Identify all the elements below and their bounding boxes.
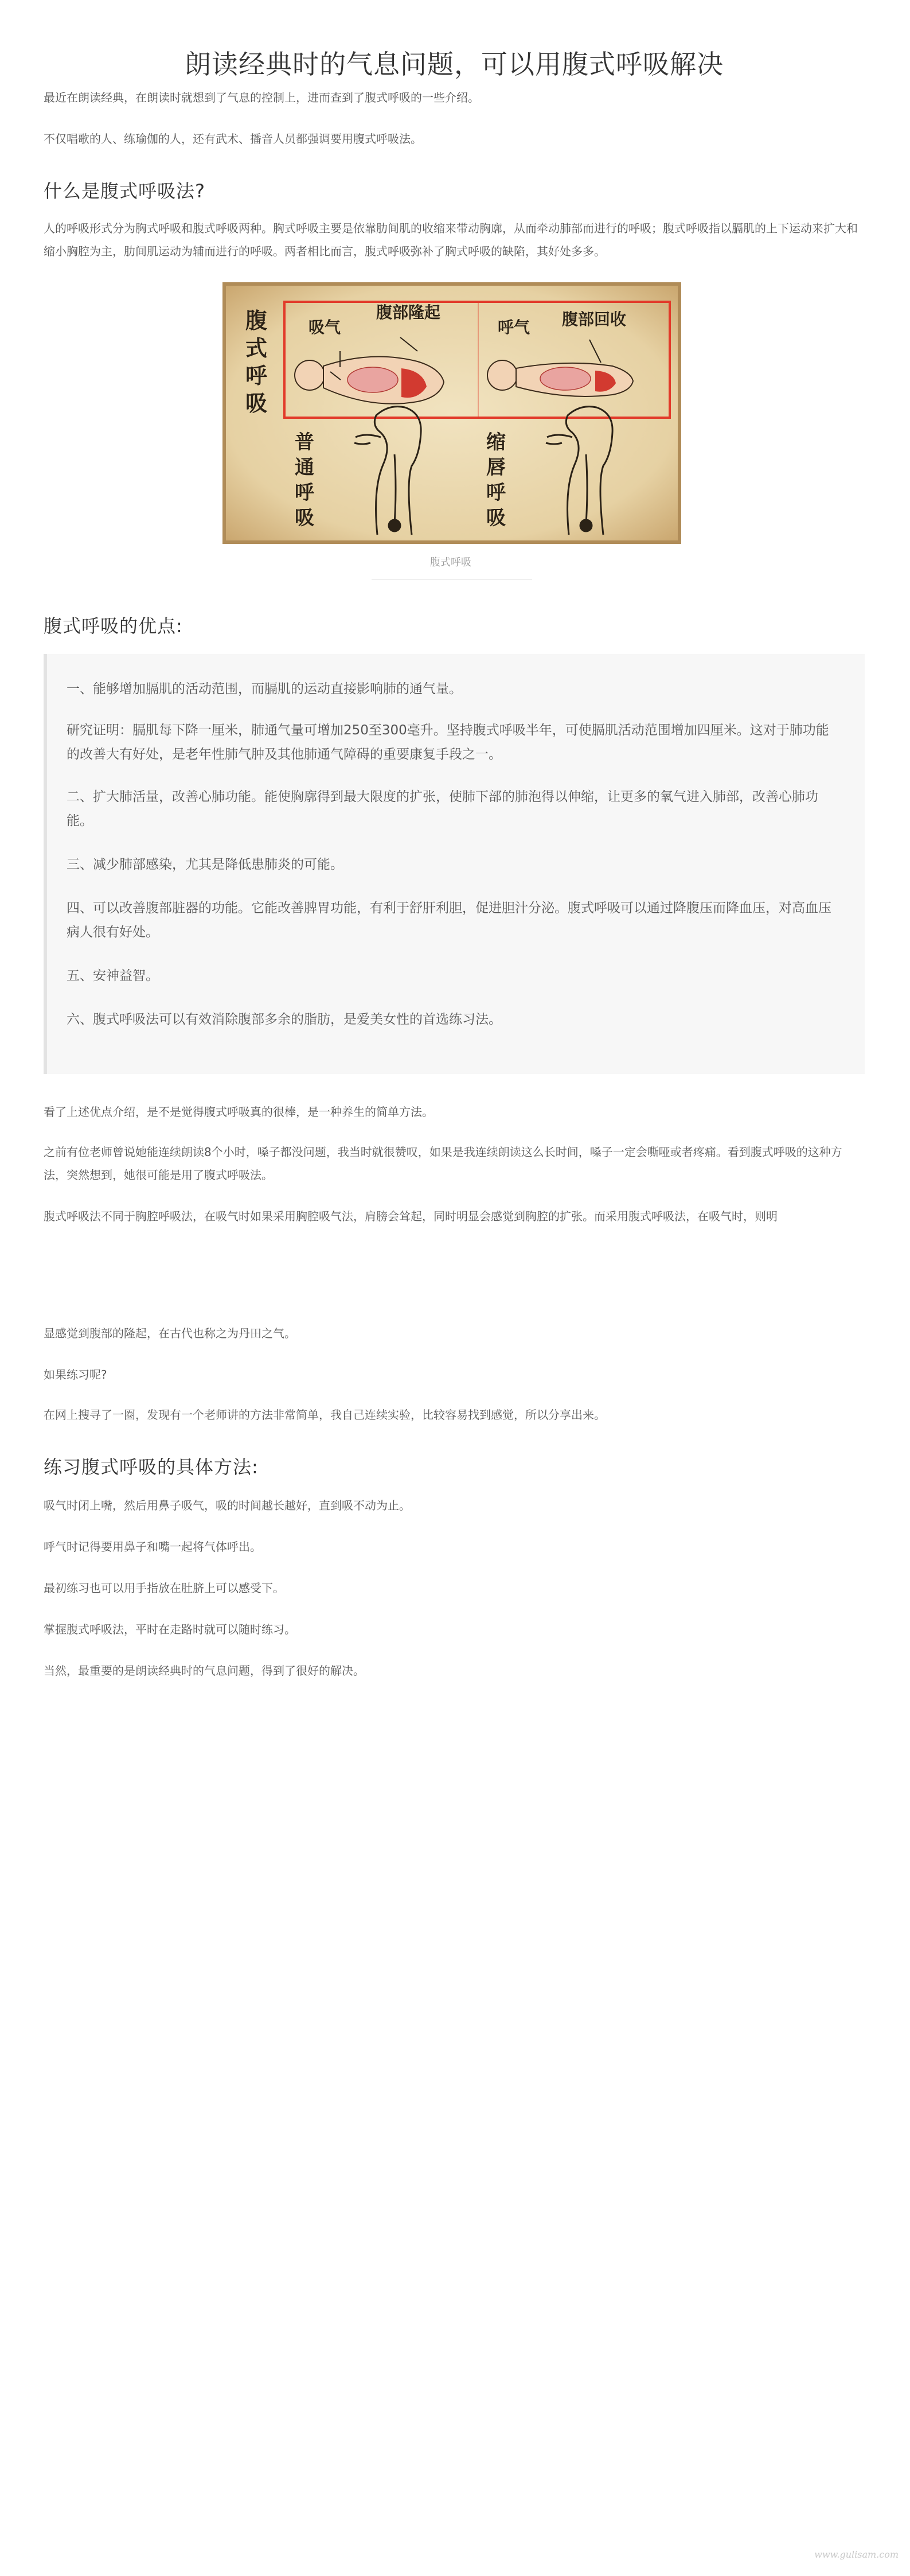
benefit-item: 一、能够增加膈肌的活动范围，而膈肌的运动直接影响肺的通气量。 xyxy=(67,682,462,696)
benefit-item: 二、扩大肺活量，改善心肺功能。能使胸廓得到最大限度的扩张，使肺下部的肺泡得以伸缩，让更多的氧气进入肺部，改善心肺功能。 xyxy=(67,789,818,828)
benefit-item: 研究证明：膈肌每下降一厘米，肺通气量可增加250至300毫升。坚持腹式呼吸半年，可使膈肌活动范围增加四厘米。这对于肺功能的改善大有好处，是老年性肺气肿及其他肺通气障碍的重要康复手段之一。 xyxy=(67,723,829,762)
pursed-lip-breathing-char: 呼 xyxy=(486,481,506,504)
normal-breathing-char: 普 xyxy=(295,431,314,454)
figure-illustration xyxy=(222,282,681,544)
intro-paragraph-2: 不仅唱歌的人、练瑜伽的人，还有武术、播音人员都强调要用腹式呼吸法。 xyxy=(44,132,422,146)
pursed-lip-breathing-char: 吸 xyxy=(486,507,506,530)
definition-paragraph: 人的呼吸形式分为胸式呼吸和腹式呼吸两种。胸式呼吸主要是依靠肋间肌的收缩来带动胸廓，从而牵动肺部而进行的呼吸；腹式呼吸指以膈肌的上下运动来扩大和缩小胸腔为主，肋间肌运动为辅而进行的呼吸。两者相比而言，腹式呼吸弥补了胸式呼吸的缺陷，其好处多多。 xyxy=(44,221,858,258)
benefit-item: 五、安神益智。 xyxy=(67,968,159,983)
benefit-item: 四、可以改善腹部脏器的功能。它能改善脾胃功能，有利于舒肝利胆，促进胆汁分泌。腹式呼吸可以通过降腹压而降血压，对高血压病人很有好处。 xyxy=(67,901,831,940)
section-heading-method: 练习腹式呼吸的具体方法: xyxy=(44,1456,259,1478)
method-step: 掌握腹式呼吸法，平时在走路时就可以随时练习。 xyxy=(44,1622,296,1636)
method-step: 吸气时闭上嘴，然后用鼻子吸气，吸的时间越长越好，直到吸不动为止。 xyxy=(44,1499,411,1512)
pursed-lip-breathing-char: 唇 xyxy=(486,456,506,479)
normal-breathing-char: 吸 xyxy=(295,507,314,530)
benefits-blockquote xyxy=(44,654,865,1074)
method-step: 呼气时记得要用鼻子和嘴一起将气体呼出。 xyxy=(44,1540,261,1554)
label-exhale: 呼气 xyxy=(498,318,530,337)
benefit-item: 三、减少肺部感染，尤其是降低患肺炎的可能。 xyxy=(67,857,343,872)
middle-paragraph-4: 显感觉到腹部的隆起，在古代也称之为丹田之气。 xyxy=(44,1326,296,1340)
label-belly-up: 腹部隆起 xyxy=(376,303,441,322)
site-watermark: www.gulisam.com xyxy=(814,2549,899,2560)
label-inhale: 吸气 xyxy=(308,318,341,337)
benefit-item: 六、腹式呼吸法可以有效消除腹部多余的脂肪，是爱美女性的首选练习法。 xyxy=(67,1012,502,1027)
figure-title-char: 呼 xyxy=(245,363,268,388)
middle-paragraph-2: 之前有位老师曾说她能连续朗读8个小时，嗓子都没问题，我当时就很赞叹，如果是我连续朗读这么长时间，嗓子一定会嘶哑或者疼痛。看到腹式呼吸的这种方法，突然想到，她很可能是用了腹式呼吸法。 xyxy=(44,1145,842,1182)
normal-breathing-char: 通 xyxy=(295,456,314,479)
middle-paragraph-6: 在网上搜寻了一圈，发现有一个老师讲的方法非常简单，我自己连续实验，比较容易找到感觉，所以分享出来。 xyxy=(44,1408,606,1422)
article-title: 朗读经典时的气息问题，可以用腹式呼吸解决 xyxy=(185,49,724,80)
method-step: 最初练习也可以用手指放在肚脐上可以感受下。 xyxy=(44,1581,284,1595)
middle-paragraph-5: 如果练习呢? xyxy=(44,1368,107,1382)
normal-breathing-char: 呼 xyxy=(295,481,314,504)
method-step: 当然，最重要的是朗读经典时的气息问题，得到了很好的解决。 xyxy=(44,1664,365,1678)
section-heading-what: 什么是腹式呼吸法? xyxy=(44,180,205,202)
figure-caption: 腹式呼吸 xyxy=(430,557,471,569)
label-belly-in: 腹部回收 xyxy=(562,310,627,329)
caption-divider xyxy=(372,579,532,580)
intro-paragraph-1: 最近在朗读经典，在朗读时就想到了气息的控制上，进而查到了腹式呼吸的一些介绍。 xyxy=(44,91,479,104)
figure-title-char: 吸 xyxy=(245,391,268,416)
figure-title-char: 式 xyxy=(245,336,268,361)
abdominal-breathing-figure xyxy=(222,282,681,544)
section-heading-benefits: 腹式呼吸的优点: xyxy=(44,615,183,637)
middle-paragraph-3: 腹式呼吸法不同于胸腔呼吸法，在吸气时如果采用胸腔吸气法，肩膀会耸起，同时明显会感觉到胸腔的扩张。而采用腹式呼吸法，在吸气时，则明 xyxy=(44,1209,778,1223)
figure-title-char: 腹 xyxy=(245,308,268,333)
pursed-lip-breathing-char: 缩 xyxy=(486,431,506,454)
middle-paragraph-1: 看了上述优点介绍，是不是觉得腹式呼吸真的很棒，是一种养生的简单方法。 xyxy=(44,1105,433,1119)
